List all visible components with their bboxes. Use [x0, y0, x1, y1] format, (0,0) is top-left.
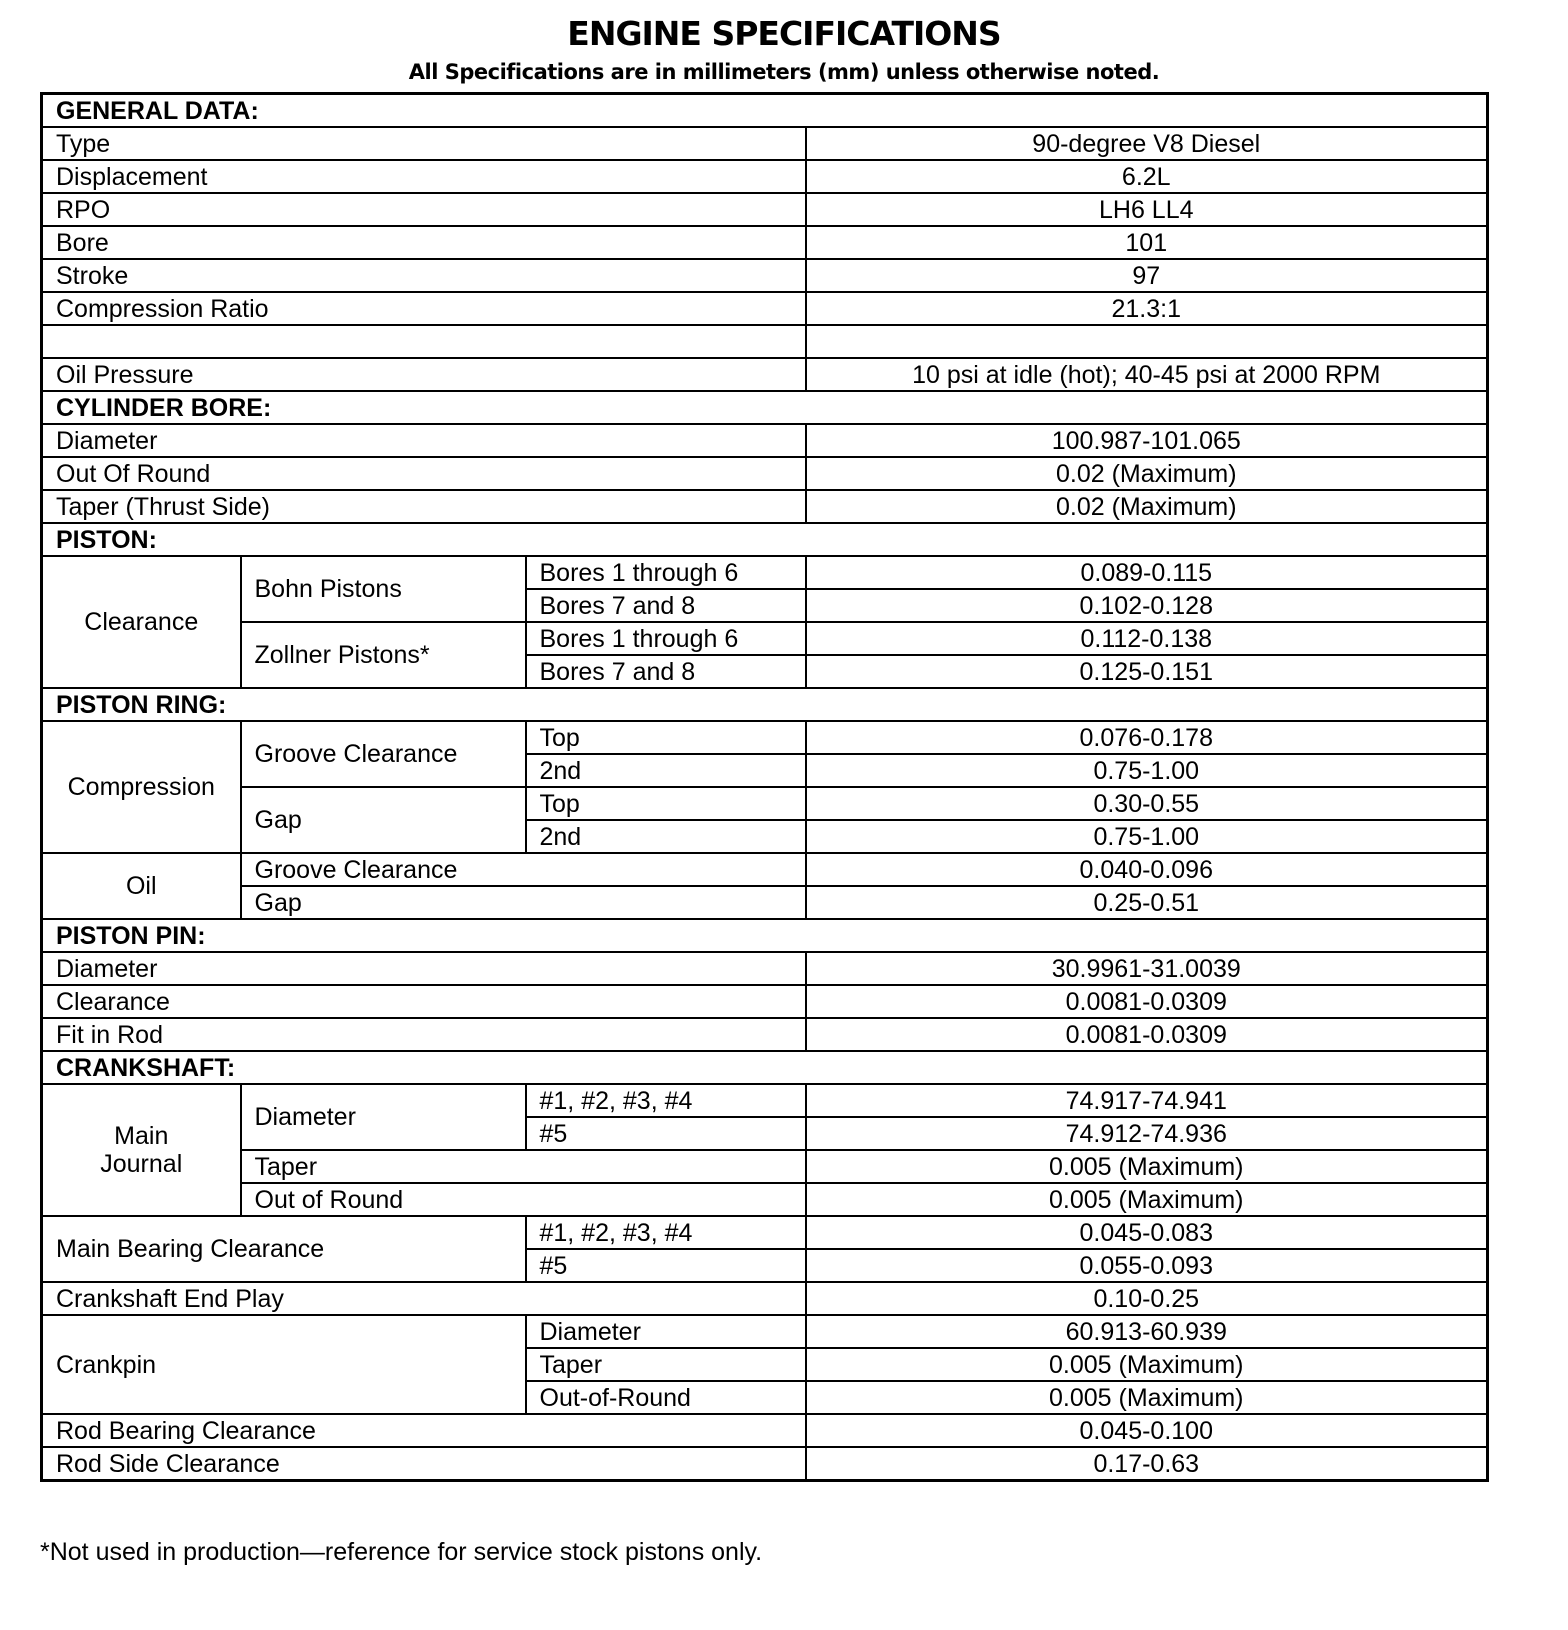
row-value: 74.912-74.936 — [806, 1117, 1488, 1150]
table-row — [42, 556, 1488, 589]
row-value: 0.75-1.00 — [806, 754, 1488, 787]
table-row — [42, 193, 1488, 226]
groove-clearance-label: Groove Clearance — [241, 853, 806, 886]
journal-number-label: #1, #2, #3, #4 — [526, 1084, 806, 1117]
crankpin-out-of-round-label: Out-of-Round — [526, 1381, 806, 1414]
piston-clearance-label: Clearance — [42, 556, 241, 688]
ring-position-label: 2nd — [526, 754, 806, 787]
ring-position-label: Top — [526, 787, 806, 820]
section-header: PISTON: — [42, 523, 1488, 556]
spec-table — [40, 92, 1489, 1482]
journal-number-label: #1, #2, #3, #4 — [526, 1216, 806, 1249]
table-row — [42, 1447, 1488, 1481]
section-header: CRANKSHAFT: — [42, 1051, 1488, 1084]
table-row — [42, 1084, 1488, 1117]
rod-side-clearance-label: Rod Side Clearance — [42, 1447, 806, 1481]
page-title: ENGINE SPECIFICATIONS — [567, 14, 1001, 53]
row-label: Fit in Rod — [42, 1018, 806, 1051]
row-value: 0.076-0.178 — [806, 721, 1488, 754]
journal-number-label: #5 — [526, 1249, 806, 1282]
table-row — [42, 127, 1488, 160]
bores-label: Bores 7 and 8 — [526, 589, 806, 622]
row-label: Out Of Round — [42, 457, 806, 490]
table-row — [42, 292, 1488, 325]
section-header-row — [42, 919, 1488, 952]
row-value: 0.005 (Maximum) — [806, 1348, 1488, 1381]
section-header: PISTON RING: — [42, 688, 1488, 721]
crankpin-diameter-label: Diameter — [526, 1315, 806, 1348]
row-label: Diameter — [42, 424, 806, 457]
crankpin-label: Crankpin — [42, 1315, 526, 1414]
row-value: 0.005 (Maximum) — [806, 1183, 1488, 1216]
row-value: 0.045-0.100 — [806, 1414, 1488, 1447]
bohn-pistons-label: Bohn Pistons — [241, 556, 526, 622]
journal-number-label: #5 — [526, 1117, 806, 1150]
groove-clearance-label: Groove Clearance — [241, 721, 526, 787]
row-value: 100.987-101.065 — [806, 424, 1488, 457]
footnote: *Not used in production—reference for service stock pistons only. — [40, 1538, 763, 1566]
table-row — [42, 226, 1488, 259]
table-row — [42, 1183, 1488, 1216]
table-row — [42, 853, 1488, 886]
table-row — [42, 259, 1488, 292]
bores-label: Bores 1 through 6 — [526, 622, 806, 655]
table-row — [42, 1018, 1488, 1051]
row-value: 30.9961-31.0039 — [806, 952, 1488, 985]
row-value: 101 — [806, 226, 1488, 259]
table-row — [42, 721, 1488, 754]
row-label: Bore — [42, 226, 806, 259]
row-value: 6.2L — [806, 160, 1488, 193]
row-label: Diameter — [42, 952, 806, 985]
main-journal-label — [42, 1084, 241, 1216]
row-label: RPO — [42, 193, 806, 226]
row-label: Type — [42, 127, 806, 160]
main-journal-line1: Main — [114, 1122, 169, 1150]
rod-bearing-clearance-label: Rod Bearing Clearance — [42, 1414, 806, 1447]
bores-label: Bores 7 and 8 — [526, 655, 806, 688]
row-value: 0.02 (Maximum) — [806, 490, 1488, 523]
row-value: 0.25-0.51 — [806, 886, 1488, 919]
table-row — [42, 424, 1488, 457]
journal-out-of-round-label: Out of Round — [241, 1183, 806, 1216]
main-bearing-clearance-label: Main Bearing Clearance — [42, 1216, 526, 1282]
bores-label: Bores 1 through 6 — [526, 556, 806, 589]
row-value: 0.045-0.083 — [806, 1216, 1488, 1249]
section-header-row — [42, 94, 1488, 128]
section-header-row — [42, 523, 1488, 556]
row-label: Clearance — [42, 985, 806, 1018]
section-header-row — [42, 1051, 1488, 1084]
section-header-row — [42, 688, 1488, 721]
oil-label: Oil — [42, 853, 241, 919]
row-value: 0.005 (Maximum) — [806, 1381, 1488, 1414]
row-label: Compression Ratio — [42, 292, 806, 325]
blank-cell — [806, 325, 1488, 358]
row-value: 0.0081-0.0309 — [806, 985, 1488, 1018]
row-value: 0.125-0.151 — [806, 655, 1488, 688]
table-row — [42, 1282, 1488, 1315]
row-value: 74.917-74.941 — [806, 1084, 1488, 1117]
row-label: Displacement — [42, 160, 806, 193]
table-row — [42, 1150, 1488, 1183]
ring-position-label: 2nd — [526, 820, 806, 853]
row-label: Oil Pressure — [42, 358, 806, 391]
row-value: 0.75-1.00 — [806, 820, 1488, 853]
journal-taper-label: Taper — [241, 1150, 806, 1183]
row-value: 97 — [806, 259, 1488, 292]
section-header-row — [42, 391, 1488, 424]
row-value: 0.089-0.115 — [806, 556, 1488, 589]
table-row — [42, 952, 1488, 985]
blank-cell — [42, 325, 806, 358]
section-header: CYLINDER BORE: — [42, 391, 1488, 424]
row-value: 60.913-60.939 — [806, 1315, 1488, 1348]
page-subtitle: All Specifications are in millimeters (mm) unless otherwise noted. — [408, 60, 1160, 84]
zollner-pistons-label: Zollner Pistons* — [241, 622, 526, 688]
table-row — [42, 985, 1488, 1018]
table-row — [42, 358, 1488, 391]
row-value: 0.10-0.25 — [806, 1282, 1488, 1315]
ring-position-label: Top — [526, 721, 806, 754]
row-value: 0.112-0.138 — [806, 622, 1488, 655]
gap-label: Gap — [241, 787, 526, 853]
blank-row — [42, 325, 1488, 358]
table-row — [42, 787, 1488, 820]
compression-label: Compression — [42, 721, 241, 853]
row-value: 0.005 (Maximum) — [806, 1150, 1488, 1183]
row-value: LH6 LL4 — [806, 193, 1488, 226]
table-row — [42, 1216, 1488, 1249]
table-row — [42, 160, 1488, 193]
table-row — [42, 490, 1488, 523]
end-play-label: Crankshaft End Play — [42, 1282, 806, 1315]
section-header: PISTON PIN: — [42, 919, 1488, 952]
row-value: 21.3:1 — [806, 292, 1488, 325]
row-value: 0.02 (Maximum) — [806, 457, 1488, 490]
row-value: 0.30-0.55 — [806, 787, 1488, 820]
section-header: GENERAL DATA: — [42, 94, 1488, 128]
row-value: 0.055-0.093 — [806, 1249, 1488, 1282]
journal-diameter-label: Diameter — [241, 1084, 526, 1150]
row-label: Taper (Thrust Side) — [42, 490, 806, 523]
row-value: 90-degree V8 Diesel — [806, 127, 1488, 160]
table-row — [42, 1315, 1488, 1348]
row-value: 0.040-0.096 — [806, 853, 1488, 886]
table-row — [42, 622, 1488, 655]
main-journal-line2: Journal — [100, 1150, 183, 1178]
row-value: 0.0081-0.0309 — [806, 1018, 1488, 1051]
row-value: 10 psi at idle (hot); 40-45 psi at 2000 RPM — [806, 358, 1488, 391]
crankpin-taper-label: Taper — [526, 1348, 806, 1381]
gap-label: Gap — [241, 886, 806, 919]
row-value: 0.102-0.128 — [806, 589, 1488, 622]
table-row — [42, 1414, 1488, 1447]
table-row — [42, 886, 1488, 919]
table-row — [42, 457, 1488, 490]
row-label: Stroke — [42, 259, 806, 292]
row-value: 0.17-0.63 — [806, 1447, 1488, 1481]
